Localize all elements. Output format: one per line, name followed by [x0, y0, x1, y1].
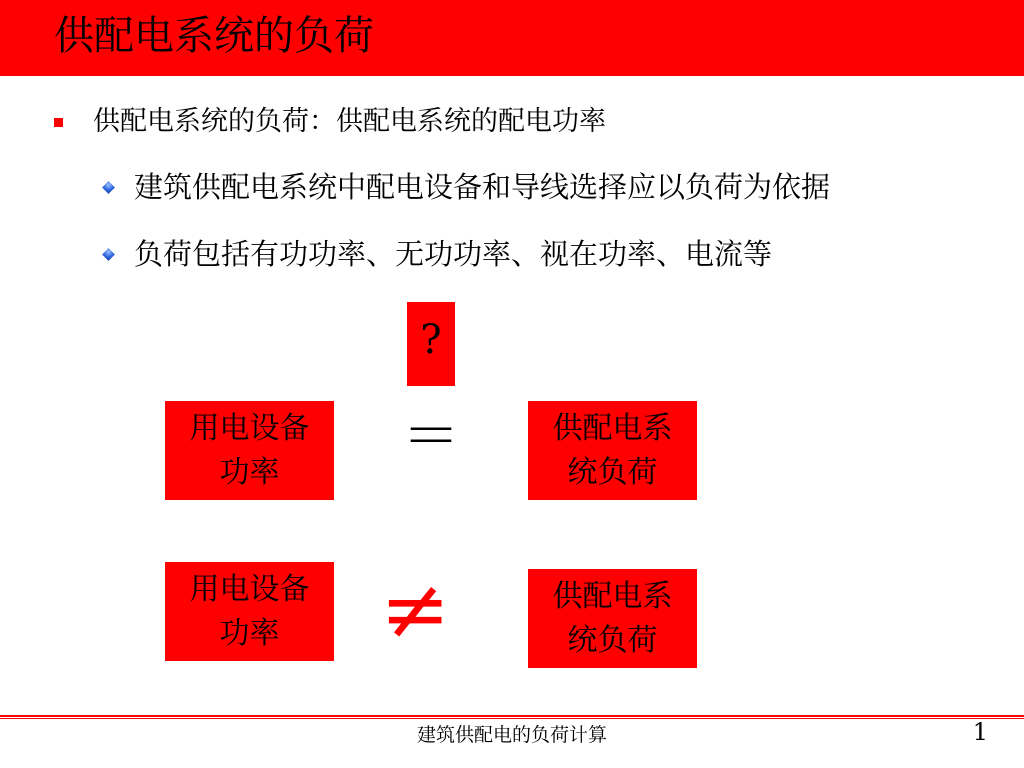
- system-load-box: 供配电系 统负荷: [528, 401, 697, 500]
- footer-title: 建筑供配电的负荷计算: [416, 724, 607, 746]
- main-bullet: [54, 102, 606, 142]
- sub-bullet: [104, 165, 830, 209]
- diamond-bullet-icon: [102, 248, 115, 261]
- question-mark-box: [407, 302, 455, 386]
- question-mark: ?: [420, 317, 442, 363]
- sub-bullet: [104, 232, 772, 276]
- sub-bullet-text: 负荷包括有功功率、无功功率、视在功率、电流等: [134, 237, 773, 271]
- footer-divider: [0, 718, 1024, 719]
- main-bullet-text: 供配电系统的负荷：供配电系统的配电功率: [93, 106, 606, 137]
- not-equal-sign: ≠: [380, 560, 451, 658]
- device-power-box: 用电设备 功率: [165, 562, 334, 661]
- square-bullet-icon: [54, 118, 63, 127]
- device-power-box: 用电设备 功率: [165, 401, 334, 500]
- page-number: 1: [972, 718, 988, 746]
- title-bar: [0, 0, 1024, 76]
- sub-bullet-text: 建筑供配电系统中配电设备和导线选择应以负荷为依据: [134, 170, 831, 204]
- footer-divider: [0, 715, 1024, 717]
- slide-title: 供配电系统的负荷: [54, 13, 374, 59]
- equals-sign: ＝: [402, 402, 461, 470]
- system-load-box: 供配电系 统负荷: [528, 569, 697, 668]
- diamond-bullet-icon: [102, 181, 115, 194]
